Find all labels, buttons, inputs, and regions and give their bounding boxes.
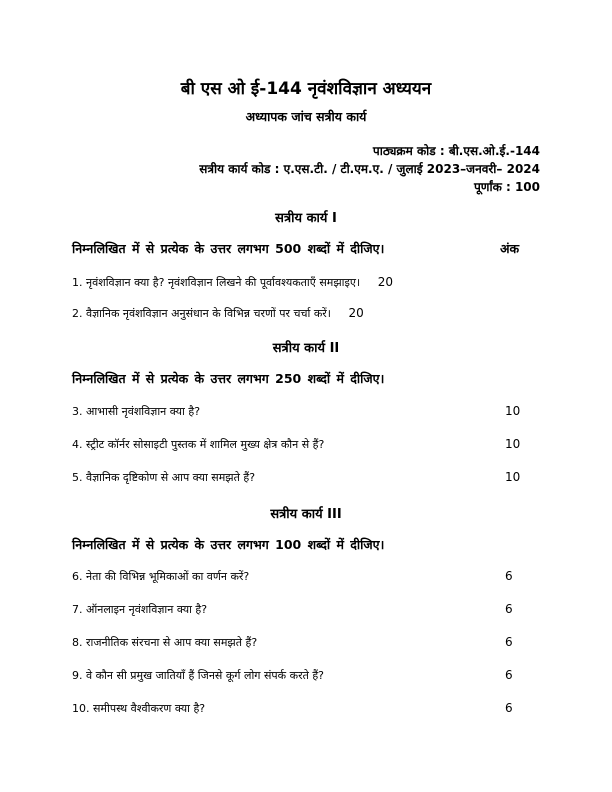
section-instruction-3: निम्नलिखित में से प्रत्येक के उत्तर लगभग 100 शब्दों में दीजिए। xyxy=(72,537,385,552)
section-instruction-1: निम्नलिखित में से प्रत्येक के उत्तर लगभग 500 शब्दों में दीजिए। xyxy=(72,241,385,256)
section-heading-2: सत्रीय कार्य II xyxy=(272,341,340,356)
question-text: 1. नृवंशविज्ञान क्या है? नृवंशविज्ञान लिखने की पूर्वावश्यकताएँ समझाइए। xyxy=(72,276,361,289)
question-3-marks: 10 xyxy=(505,404,521,418)
question-text: 2. वैज्ञानिक नृवंशविज्ञान अनुसंधान के विभिन्न चरणों पर चर्चा करें। xyxy=(72,307,331,320)
question-4: 4. स्ट्रीट कॉर्नर सोसाइटी पुस्तक में शामिल मुख्य क्षेत्र कौन से हैं? xyxy=(72,438,325,451)
assignment-code: सत्रीय कार्य कोड : ए.एस.टी. / टी.एम.ए. / जुलाई 2023–जनवरी– 2024 xyxy=(199,162,540,176)
course-code: पाठ्यक्रम कोड : बी.एस.ओ.ई.-144 xyxy=(372,144,540,158)
question-6: 6. नेता की विभिन्न भूमिकाओं का वर्णन करें? xyxy=(72,570,250,583)
total-marks: पूर्णांक : 100 xyxy=(473,180,540,194)
question-10: 10. समीपस्थ वैश्वीकरण क्या है? xyxy=(72,702,206,715)
section-heading-3: सत्रीय कार्य III xyxy=(270,507,342,522)
question-9-marks: 6 xyxy=(505,668,513,682)
question-marks: 20 xyxy=(377,275,393,289)
page-title: बी एस ओ ई-144 नृवंशविज्ञान अध्ययन xyxy=(180,79,432,99)
section-instruction-2: निम्नलिखित में से प्रत्येक के उत्तर लगभग 250 शब्दों में दीजिए। xyxy=(72,371,385,386)
question-9: 9. वे कौन सी प्रमुख जातियाँ हैं जिनसे कूर्ग लोग संपर्क करते हैं? xyxy=(72,669,325,682)
marks-header: अंक xyxy=(500,241,520,256)
question-6-marks: 6 xyxy=(505,569,513,583)
question-8: 8. राजनीतिक संरचना से आप क्या समझते हैं? xyxy=(72,636,258,649)
page-subtitle: अध्यापक जांच सत्रीय कार्य xyxy=(245,109,367,124)
question-7: 7. ऑनलाइन नृवंशविज्ञान क्या है? xyxy=(72,603,208,616)
question-10-marks: 6 xyxy=(505,701,513,715)
question-7-marks: 6 xyxy=(505,602,513,616)
question-marks: 20 xyxy=(348,306,364,320)
question-1 xyxy=(72,275,393,290)
question-3: 3. आभासी नृवंशविज्ञान क्या है? xyxy=(72,405,201,418)
question-8-marks: 6 xyxy=(505,635,513,649)
question-4-marks: 10 xyxy=(505,437,521,451)
question-2 xyxy=(72,306,364,321)
section-heading-1: सत्रीय कार्य I xyxy=(275,211,337,226)
question-5: 5. वैज्ञानिक दृष्टिकोण से आप क्या समझते हैं? xyxy=(72,471,256,484)
question-5-marks: 10 xyxy=(505,470,521,484)
